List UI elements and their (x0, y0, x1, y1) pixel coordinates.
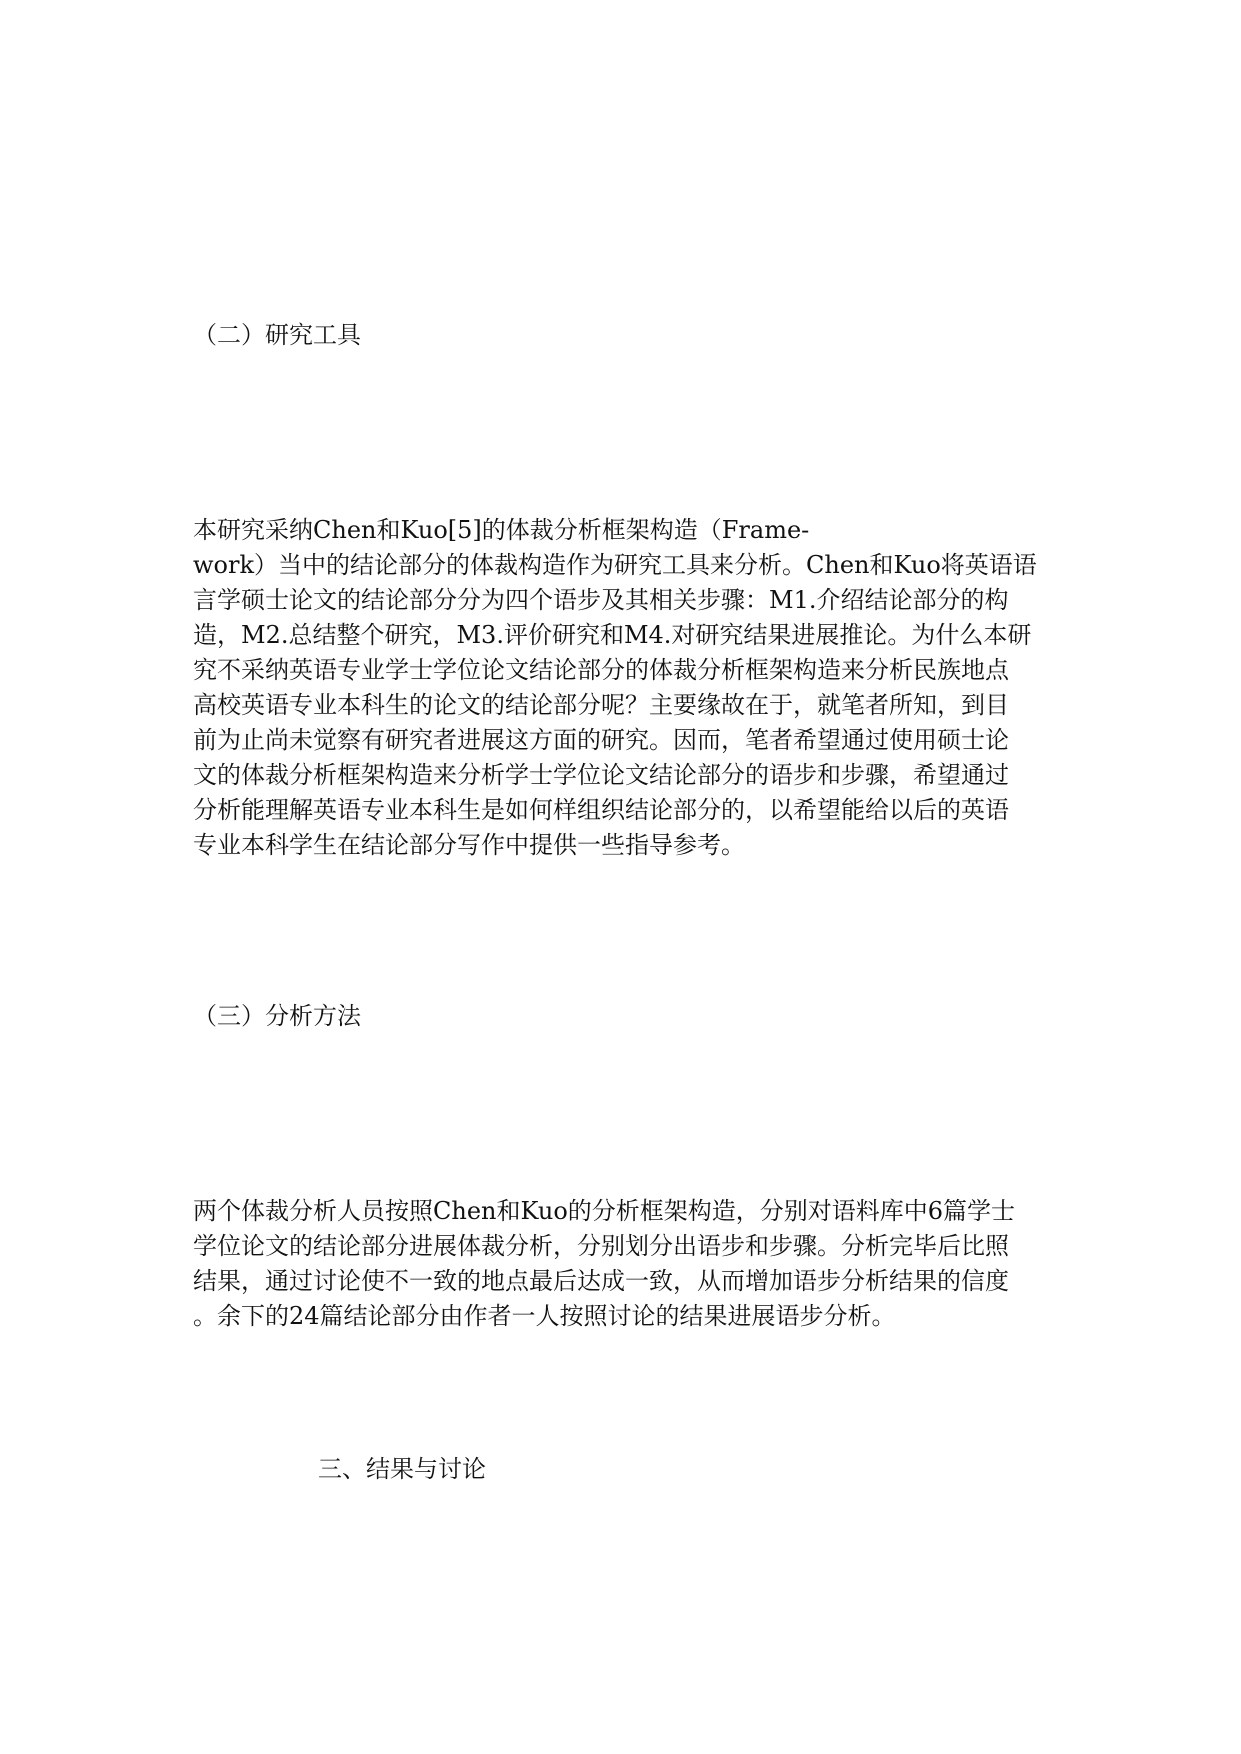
text-line: 。余下的24篇结论部分由作者一人按照讨论的结果进展语步分析。 (193, 1302, 896, 1330)
text-line: 结果，通过讨论使不一致的地点最后达成一致，从而增加语步分析结果的信度 (193, 1267, 1009, 1295)
heading-research-tools: （二）研究工具 (193, 321, 361, 349)
text-line: work）当中的结论部分的体裁构造作为研究工具来分析。Chen和Kuo将英语语 (193, 551, 1037, 579)
paragraph-analysis-methods (193, 1194, 1053, 1334)
text-line: 文的体裁分析框架构造来分析学士学位论文结论部分的语步和步骤，希望通过 (193, 761, 1009, 789)
text-line: 造，M2.总结整个研究，M3.评价研究和M4.对研究结果进展推论。为什么本研 (193, 621, 1032, 649)
text-line: 学位论文的结论部分进展体裁分析，分别划分出语步和步骤。分析完毕后比照 (193, 1232, 1009, 1260)
heading-results-discussion: 三、结果与讨论 (318, 1455, 486, 1483)
text-line: 本研究采纳Chen和Kuo[5]的体裁分析框架构造（Frame- (193, 516, 810, 544)
heading-analysis-methods: （三）分析方法 (193, 1002, 361, 1030)
text-line: 言学硕士论文的结论部分分为四个语步及其相关步骤：M1.介绍结论部分的构 (193, 586, 1009, 614)
text-line: 高校英语专业本科生的论文的结论部分呢？主要缘故在于，就笔者所知，到目 (193, 691, 1009, 719)
text-line: 究不采纳英语专业学士学位论文结论部分的体裁分析框架构造来分析民族地点 (193, 656, 1009, 684)
text-line: 分析能理解英语专业本科生是如何样组织结论部分的，以希望能给以后的英语 (193, 796, 1009, 824)
text-line: 专业本科学生在结论部分写作中提供一些指导参考。 (193, 831, 745, 859)
paragraph-research-tools (193, 513, 1053, 863)
text-line: 两个体裁分析人员按照Chen和Kuo的分析框架构造，分别对语料库中6篇学士 (193, 1197, 1016, 1225)
text-line: 前为止尚未觉察有研究者进展这方面的研究。因而，笔者希望通过使用硕士论 (193, 726, 1009, 754)
